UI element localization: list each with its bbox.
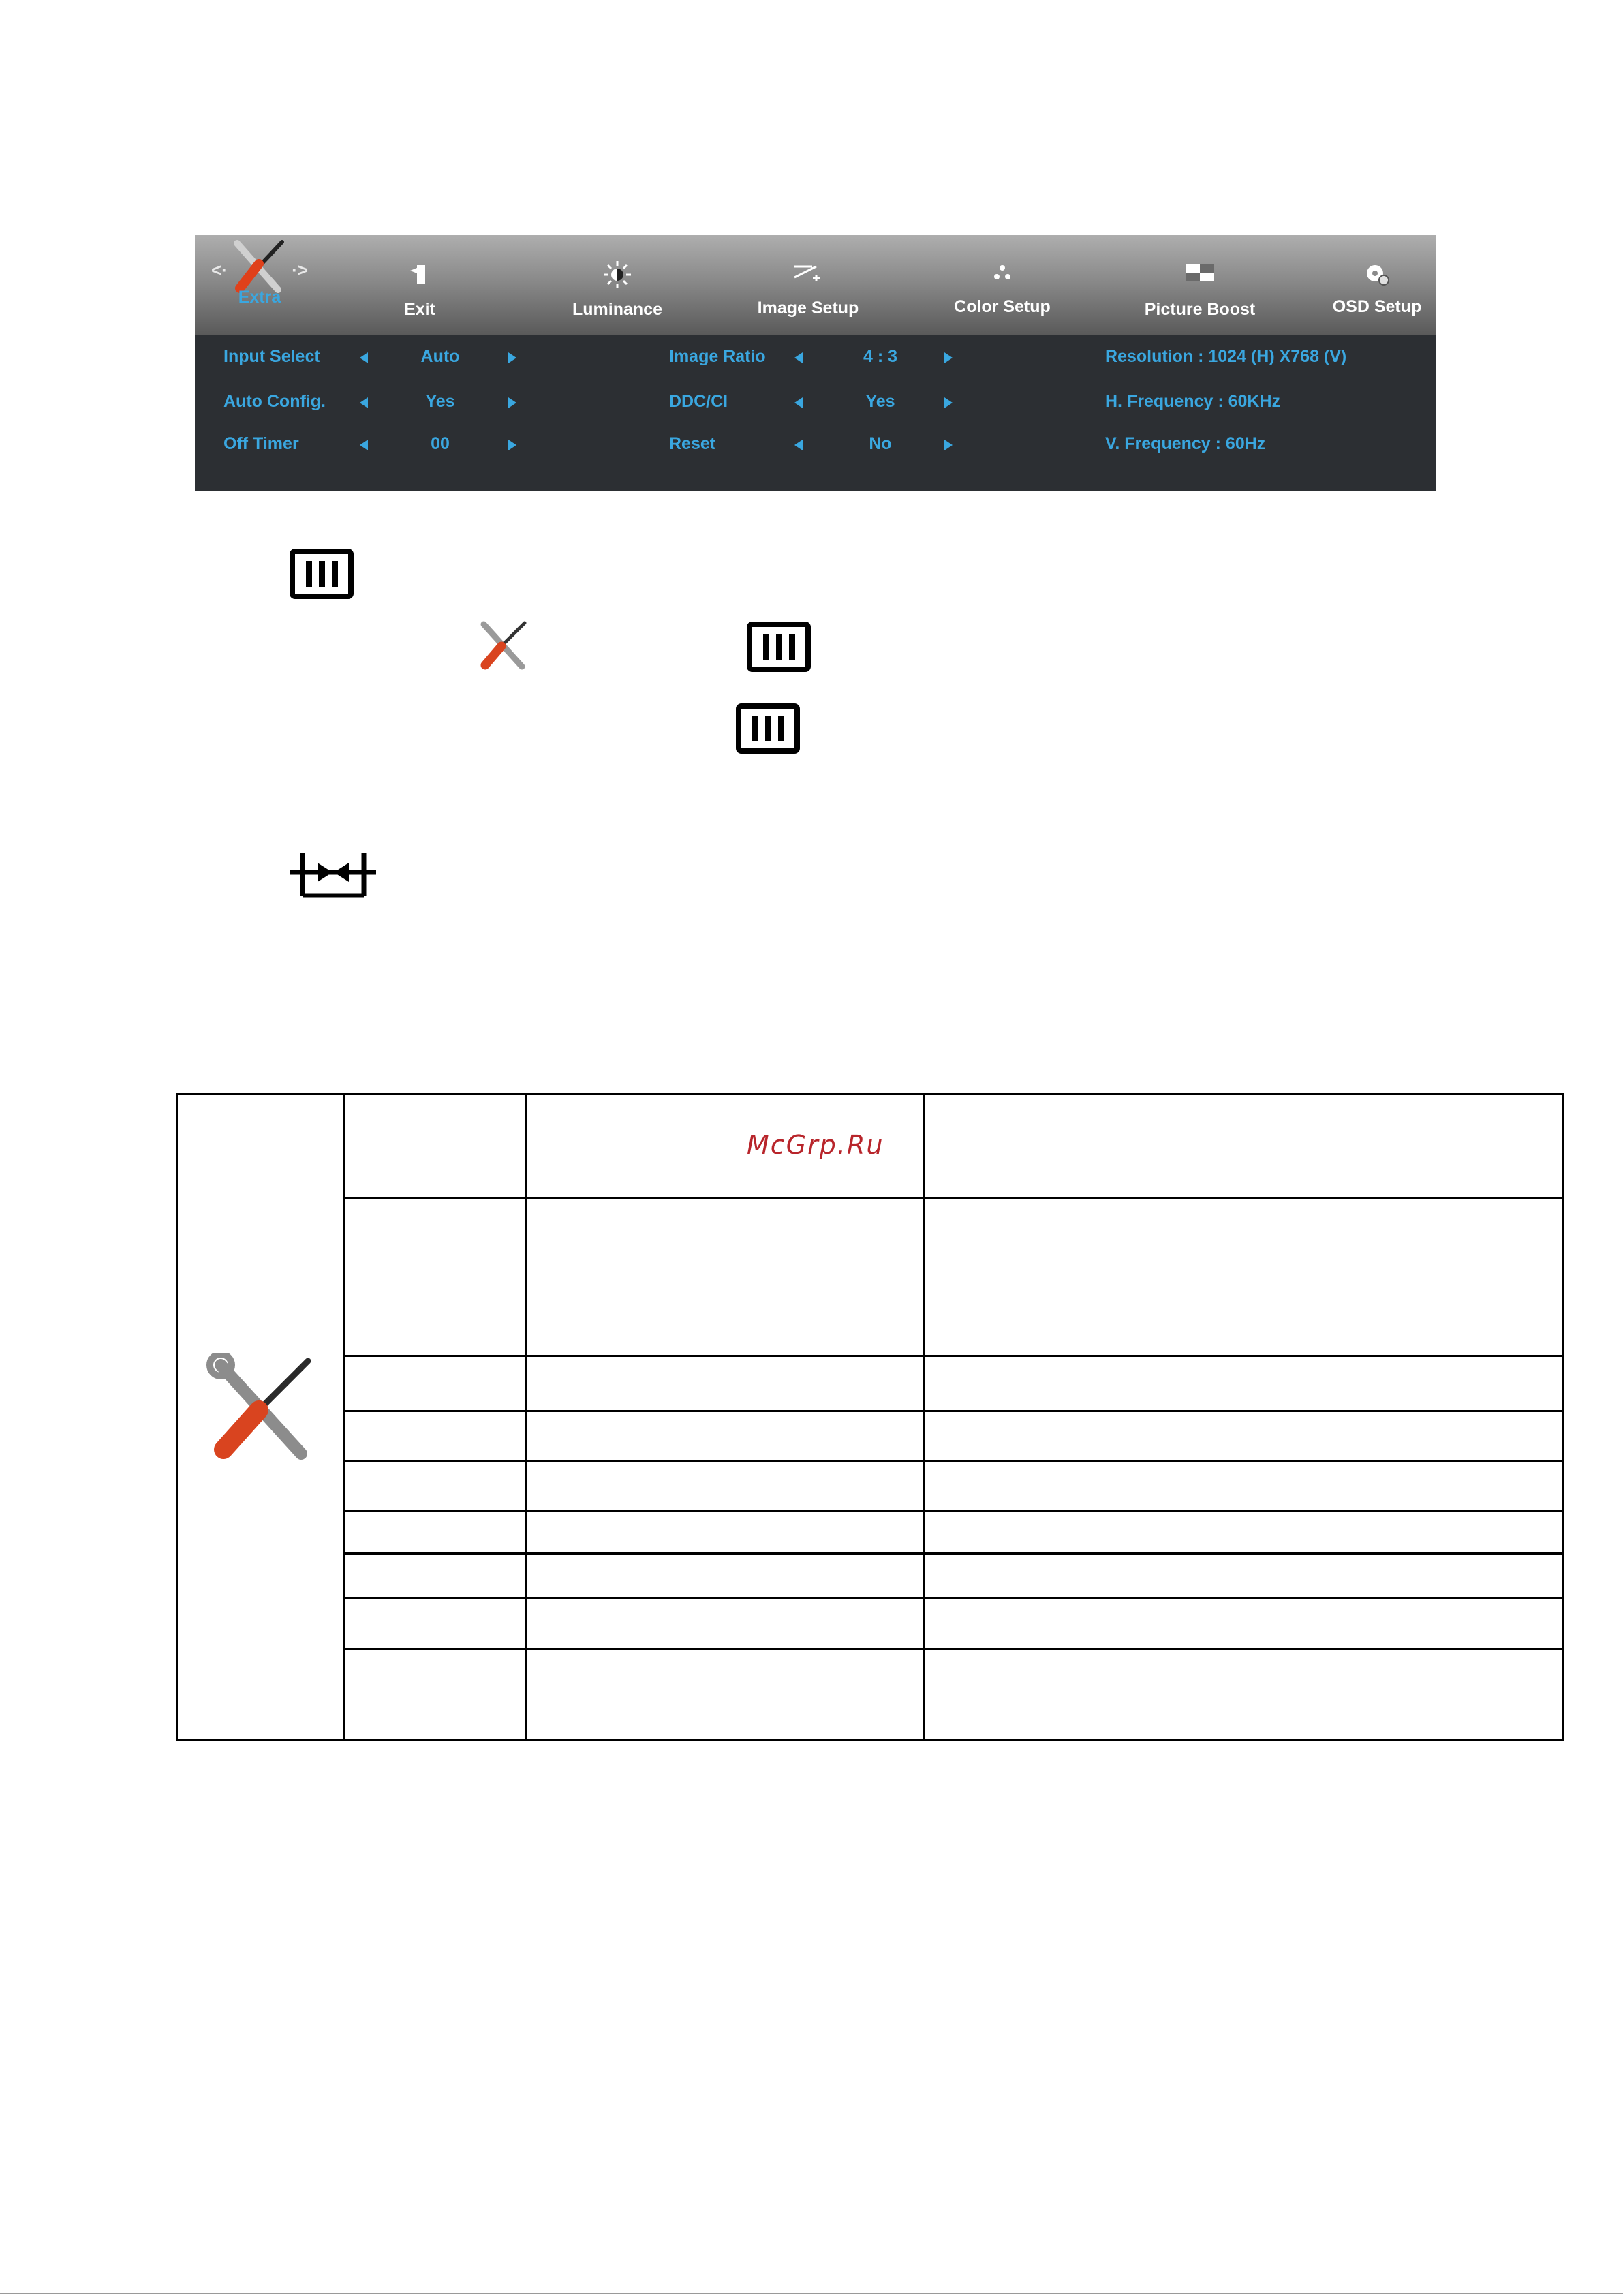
osd-item-label[interactable]: Input Select bbox=[223, 347, 320, 366]
table-border bbox=[176, 1739, 1564, 1741]
osd-settings-panel bbox=[195, 335, 1436, 491]
chevron-right-icon: ·> bbox=[292, 260, 308, 280]
wrench-screwdriver-icon bbox=[206, 1353, 322, 1469]
tab-label: Luminance bbox=[572, 300, 662, 319]
osd-item-value: No bbox=[869, 434, 892, 453]
table-col-divider bbox=[923, 1093, 925, 1741]
osd-item-value: Yes bbox=[865, 392, 895, 411]
enter-arrows-icon bbox=[290, 845, 376, 900]
arrow-right-icon[interactable] bbox=[508, 352, 516, 363]
menu-button-icon bbox=[747, 622, 811, 672]
h-frequency-info: H. Frequency : 60KHz bbox=[1105, 392, 1281, 411]
tab-label: Color Setup bbox=[954, 297, 1051, 316]
v-frequency-info: V. Frequency : 60Hz bbox=[1105, 434, 1266, 453]
osd-tab-bar bbox=[195, 235, 1436, 335]
osd-item-value: Auto bbox=[420, 347, 460, 366]
table-col-divider bbox=[343, 1093, 345, 1741]
tab-label: Image Setup bbox=[757, 299, 859, 318]
arrow-right-icon[interactable] bbox=[944, 352, 953, 363]
menu-button-icon bbox=[290, 549, 354, 599]
tab-picture-boost[interactable] bbox=[1128, 262, 1271, 320]
arrow-right-icon[interactable] bbox=[508, 397, 516, 408]
color-dots-icon bbox=[992, 264, 1013, 281]
table-col-divider bbox=[525, 1093, 527, 1741]
tab-color-setup[interactable] bbox=[934, 262, 1070, 317]
arrow-right-icon[interactable] bbox=[944, 440, 953, 450]
table-border bbox=[176, 1093, 178, 1741]
page-bottom-rule bbox=[0, 2293, 1623, 2294]
tab-label: Extra bbox=[238, 288, 281, 307]
tab-label: OSD Setup bbox=[1332, 297, 1422, 316]
arrow-right-icon[interactable] bbox=[944, 397, 953, 408]
arrow-left-icon[interactable] bbox=[794, 397, 803, 408]
tab-exit[interactable] bbox=[392, 262, 447, 320]
osd-item-label[interactable]: DDC/CI bbox=[669, 392, 728, 411]
osd-setup-icon bbox=[1363, 262, 1391, 287]
arrow-left-icon[interactable] bbox=[794, 440, 803, 450]
resolution-info: Resolution : 1024 (H) X768 (V) bbox=[1105, 347, 1347, 366]
osd-item-label[interactable]: Reset bbox=[669, 434, 716, 453]
arrow-left-icon[interactable] bbox=[360, 397, 368, 408]
chevron-left-icon: <· bbox=[211, 260, 228, 280]
picture-boost-icon bbox=[1185, 262, 1215, 283]
image-setup-icon bbox=[792, 262, 824, 283]
tab-extra[interactable] bbox=[208, 235, 311, 317]
arrow-left-icon[interactable] bbox=[360, 352, 368, 363]
arrow-left-icon[interactable] bbox=[360, 440, 368, 450]
tab-label: Picture Boost bbox=[1144, 300, 1256, 319]
tab-image-setup[interactable] bbox=[740, 262, 876, 318]
osd-item-value: Yes bbox=[425, 392, 455, 411]
table-border bbox=[176, 1093, 1564, 1095]
exit-door-icon bbox=[407, 262, 432, 287]
tab-luminance[interactable] bbox=[556, 262, 679, 320]
arrow-right-icon[interactable] bbox=[508, 440, 516, 450]
tab-osd-setup[interactable] bbox=[1319, 262, 1435, 317]
sun-icon bbox=[602, 260, 632, 290]
watermark: McGrp.Ru bbox=[747, 1130, 884, 1160]
osd-item-label[interactable]: Off Timer bbox=[223, 434, 299, 453]
osd-menu bbox=[195, 235, 1436, 491]
osd-item-value: 00 bbox=[431, 434, 450, 453]
menu-button-icon bbox=[736, 703, 800, 754]
wrench-screwdriver-icon bbox=[477, 619, 531, 673]
tab-label: Exit bbox=[404, 300, 435, 319]
osd-item-value: 4 : 3 bbox=[863, 347, 898, 366]
osd-item-label[interactable]: Image Ratio bbox=[669, 347, 766, 366]
arrow-left-icon[interactable] bbox=[794, 352, 803, 363]
table-border bbox=[1562, 1093, 1564, 1741]
osd-item-label[interactable]: Auto Config. bbox=[223, 392, 326, 411]
